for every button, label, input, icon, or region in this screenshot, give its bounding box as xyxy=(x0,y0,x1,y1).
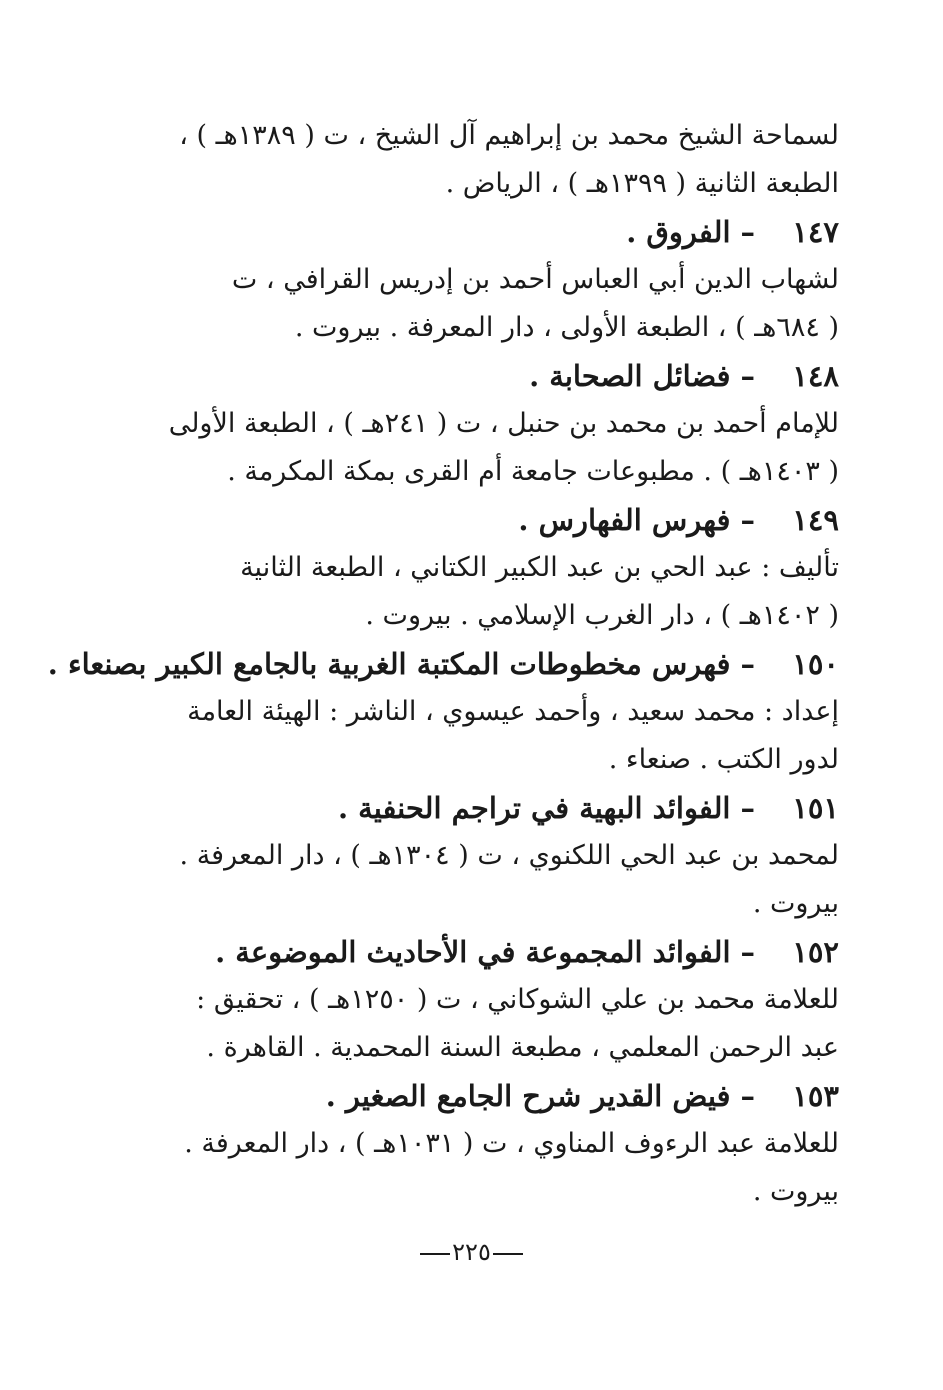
entry-heading xyxy=(47,640,839,688)
text-line: لشهاب الدين أبي العباس أحمد بن إدريس القرافي ، ت xyxy=(231,264,839,295)
entry-dash: – xyxy=(740,1079,755,1113)
entry-dash: – xyxy=(740,503,755,537)
text-line: ( ١٤٠٣هـ ) . مطبوعات جامعة أم القرى بمكة المكرمة . xyxy=(227,456,839,487)
entry-heading xyxy=(113,1072,839,1120)
bibliography-entry xyxy=(113,1072,839,1216)
entry-title: فهرس الفهارس . xyxy=(518,503,731,537)
page-number-rule-left xyxy=(420,1253,450,1255)
entry-number: ١٤٩ xyxy=(792,503,839,537)
entry-number: ١٤٨ xyxy=(792,359,839,393)
page-number-value: ٢٢٥ xyxy=(452,1238,491,1266)
entry-title: فضائل الصحابة . xyxy=(529,359,731,393)
text-line: عبد الرحمن المعلمي ، مطبعة السنة المحمدية . القاهرة . xyxy=(206,1032,839,1063)
entry-details xyxy=(113,688,839,784)
entry-number: ١٤٧ xyxy=(792,215,839,249)
text-line: بيروت . xyxy=(752,888,839,919)
page-number xyxy=(0,1238,943,1266)
continued-entry-text xyxy=(113,112,839,208)
entry-number: ١٥٣ xyxy=(792,1079,839,1113)
page-number-rule-right xyxy=(493,1253,523,1255)
bibliography-page xyxy=(47,112,839,1216)
entry-dash: – xyxy=(740,359,755,393)
text-line: للعلامة عبد الرءوف المناوي ، ت ( ١٠٣١هـ ) ، دار المعرفة . xyxy=(184,1128,839,1159)
text-line: بيروت . xyxy=(752,1176,839,1207)
entry-details xyxy=(113,544,839,640)
entry-dash: – xyxy=(740,791,755,825)
text-line: للعلامة محمد بن علي الشوكاني ، ت ( ١٢٥٠هـ ) ، تحقيق : xyxy=(196,984,839,1015)
bibliography-entry xyxy=(113,352,839,496)
entry-heading xyxy=(113,496,839,544)
bibliography-entry xyxy=(113,928,839,1072)
text-line: ( ٦٨٤هـ ) ، الطبعة الأولى ، دار المعرفة . بيروت . xyxy=(294,312,839,343)
entry-title: الفوائد المجموعة في الأحاديث الموضوعة . xyxy=(215,935,731,969)
text-line: تأليف : عبد الحي بن عبد الكبير الكتاني ، الطبعة الثانية xyxy=(240,552,839,583)
entry-details xyxy=(113,400,839,496)
text-line: للإمام أحمد بن محمد بن حنبل ، ت ( ٢٤١هـ ) ، الطبعة الأولى xyxy=(168,408,839,439)
text-line: الطبعة الثانية ( ١٣٩٩هـ ) ، الرياض . xyxy=(445,168,839,199)
entry-dash: – xyxy=(740,935,755,969)
text-line: لمحمد بن عبد الحي اللكنوي ، ت ( ١٣٠٤هـ ) ، دار المعرفة . xyxy=(179,840,839,871)
entry-number: ١٥٢ xyxy=(792,935,839,969)
entry-heading xyxy=(113,928,839,976)
entry-heading xyxy=(113,208,839,256)
bibliography-entry xyxy=(47,640,839,784)
entry-details xyxy=(113,1120,839,1216)
entry-title: فهرس مخطوطات المكتبة الغربية بالجامع الكبير بصنعاء . xyxy=(47,647,731,681)
entry-details xyxy=(113,976,839,1072)
entry-heading xyxy=(113,352,839,400)
entry-details xyxy=(113,256,839,352)
entry-dash: – xyxy=(740,215,755,249)
entry-number: ١٥١ xyxy=(792,791,839,825)
text-line: ( ١٤٠٢هـ ) ، دار الغرب الإسلامي . بيروت . xyxy=(365,600,839,631)
bibliography-entry xyxy=(113,496,839,640)
entry-title: فيض القدير شرح الجامع الصغير . xyxy=(325,1079,731,1113)
text-line: لسماحة الشيخ محمد بن إبراهيم آل الشيخ ، ت ( ١٣٨٩هـ ) ، xyxy=(179,120,839,151)
text-line: إعداد : محمد سعيد ، وأحمد عيسوي ، الناشر : الهيئة العامة xyxy=(187,696,839,727)
entry-dash: – xyxy=(740,647,755,681)
entry-number: ١٥٠ xyxy=(792,647,839,681)
entry-heading xyxy=(113,784,839,832)
entry-details xyxy=(113,832,839,928)
bibliography-entry xyxy=(113,208,839,352)
text-line: لدور الكتب . صنعاء . xyxy=(608,744,839,775)
entry-title: الفوائد البهية في تراجم الحنفية . xyxy=(337,791,731,825)
entry-title: الفروق . xyxy=(626,215,731,249)
bibliography-entry xyxy=(113,784,839,928)
